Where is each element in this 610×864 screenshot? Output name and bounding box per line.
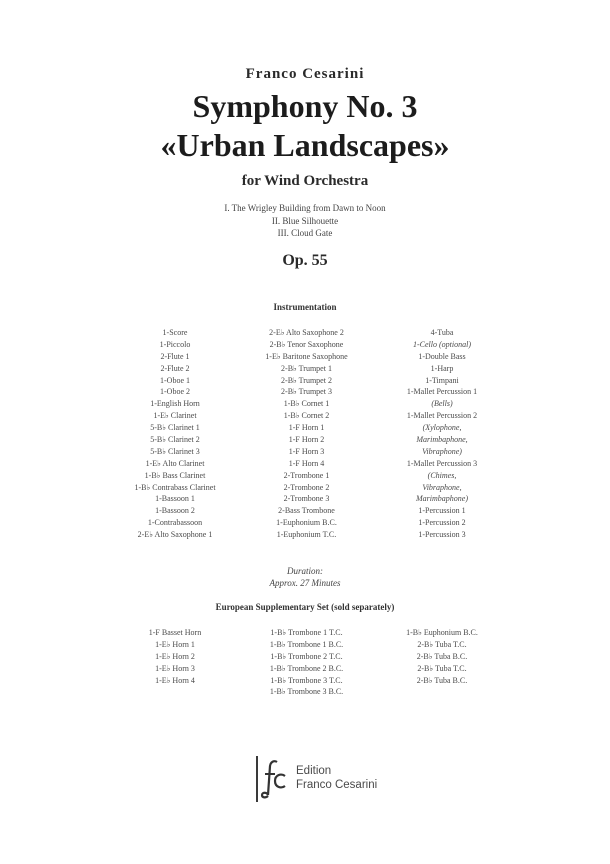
instrument-entry: 2-B♭ Trumpet 2 [281, 375, 332, 385]
instrument-entry: 2-E♭ Alto Saxophone 1 [137, 530, 213, 540]
instrument-entry: 2-B♭ Tuba B.C. [416, 675, 468, 685]
european-set-heading: European Supplementary Set (sold separately) [215, 602, 395, 612]
instrument-entry: 1-B♭ Cornet 1 [283, 399, 330, 409]
instrument-entry: Marimbaphone) [416, 494, 468, 504]
duration-label: Duration: [287, 566, 323, 576]
logo-line-2: Franco Cesarini [296, 779, 378, 791]
instrument-entry: 1-E♭ Horn 1 [155, 639, 195, 649]
instrument-entry: 1-B♭ Bass Clarinet [144, 470, 206, 480]
instrument-entry: 1-F Basset Horn [148, 628, 202, 637]
instrument-entry: 1-Timpani [425, 375, 459, 385]
instrument-entry: 2-E♭ Alto Saxophone 2 [269, 328, 344, 337]
instrument-entry: 2-Bass Trombone [278, 506, 335, 516]
instrument-entry: 1-E♭ Baritone Saxophone [265, 351, 348, 361]
instrument-entry: 1-Piccolo [159, 339, 191, 349]
instrument-entry: 1-Bassoon 2 [155, 506, 195, 516]
instrumentation-column-3 [382, 327, 502, 541]
logo-text [296, 764, 377, 792]
instrument-entry: 2-B♭ Trumpet 1 [281, 363, 332, 373]
european-set-column-1 [115, 627, 235, 686]
instrument-entry: 2-Flute 2 [160, 363, 190, 373]
instrument-entry: 1-Percussion 1 [418, 506, 466, 516]
european-set-column-3 [382, 627, 502, 686]
instrument-entry: 2-B♭ Tuba T.C. [417, 639, 467, 649]
instrument-entry: 1-E♭ Horn 4 [155, 675, 195, 685]
instrument-entry: 1-Oboe 1 [160, 375, 190, 385]
movement-1: I. The Wrigley Building from Dawn to Noon [224, 203, 386, 213]
logo-line-1: Edition [296, 765, 332, 777]
instrument-entry: 2-B♭ Tuba T.C. [417, 663, 467, 673]
instrument-entry: 1-Percussion 2 [418, 518, 466, 528]
instrument-entry: Vibraphone) [422, 446, 462, 456]
instrumentation-column-1 [115, 327, 235, 541]
instrument-entry: 1-B♭ Contrabass Clarinet [134, 482, 216, 492]
instrument-entry: 1-E♭ Clarinet [153, 411, 197, 421]
movement-3: III. Cloud Gate [277, 228, 333, 238]
publisher-logo [256, 756, 378, 802]
instrument-entry: 1-B♭ Trombone 3 T.C. [270, 675, 343, 685]
fc-logo-icon [256, 756, 288, 802]
instrument-entry: 1-English Horn [150, 399, 200, 409]
instrument-entry: 2-Flute 1 [160, 351, 190, 361]
instrument-entry: 5-B♭ Clarinet 1 [150, 423, 200, 433]
subtitle: for Wind Orchestra [241, 173, 369, 189]
instrument-entry: (Bells) [431, 399, 453, 409]
instrument-entry: 5-B♭ Clarinet 3 [150, 446, 200, 456]
instrumentation-column-2 [244, 327, 369, 541]
instrument-entry: 1-Score [162, 328, 188, 337]
instrument-entry: 1-Mallet Percussion 2 [406, 411, 478, 421]
instrument-entry: 1-Mallet Percussion 3 [406, 458, 478, 468]
instrument-entry: 5-B♭ Clarinet 2 [150, 435, 200, 445]
instrument-entry: 2-Trombone 2 [283, 482, 330, 492]
instrument-entry: 1-Cello (optional) [413, 339, 471, 349]
instrument-entry: 1-F Horn 1 [288, 423, 325, 433]
instrument-entry: 1-E♭ Alto Clarinet [145, 458, 205, 468]
instrument-entry: 1-B♭ Trombone 2 T.C. [270, 651, 343, 661]
instrument-entry: 1-Double Bass [418, 351, 466, 361]
instrument-entry: 1-Euphonium T.C. [276, 530, 337, 540]
instrument-entry: 1-E♭ Horn 3 [155, 663, 195, 673]
instrument-entry: 1-F Horn 3 [288, 446, 325, 456]
duration-block [0, 565, 610, 589]
instrument-entry: 1-B♭ Trombone 1 T.C. [270, 628, 343, 637]
instrument-entry: (Chimes, [427, 470, 457, 480]
instrument-entry: 4-Tuba [430, 328, 454, 337]
instrument-entry: 1-F Horn 2 [288, 435, 325, 445]
instrument-entry: 1-B♭ Trombone 1 B.C. [269, 639, 344, 649]
instrument-entry: 1-Contrabassoon [147, 518, 203, 528]
european-set-column-2 [244, 627, 369, 698]
instrument-entry: 1-B♭ Euphonium B.C. [406, 628, 478, 637]
composer-name: Franco Cesarini [245, 66, 365, 82]
instrument-entry: 1-B♭ Trombone 2 B.C. [269, 663, 344, 673]
instrument-entry: Vibraphone, [422, 482, 462, 492]
duration-value: Approx. 27 Minutes [269, 578, 341, 588]
instrument-entry: 2-Trombone 3 [283, 494, 330, 504]
instrument-entry: 2-B♭ Trumpet 3 [281, 387, 332, 397]
instrument-entry: 1-Mallet Percussion 1 [406, 387, 478, 397]
movement-2: II. Blue Silhouette [271, 215, 339, 226]
instrument-entry: 1-Percussion 3 [418, 530, 466, 540]
instrument-entry: 1-F Horn 4 [288, 458, 325, 468]
instrument-entry: 1-B♭ Cornet 2 [283, 411, 330, 421]
instrument-entry: 1-B♭ Trombone 3 B.C. [269, 687, 344, 697]
instrument-entry: 2-Trombone 1 [283, 470, 330, 480]
title-line-1: Symphony No. 3 [192, 88, 418, 124]
instrumentation-heading: Instrumentation [273, 302, 337, 312]
instrument-entry: 1-Bassoon 1 [155, 494, 195, 504]
instrument-entry: 2-B♭ Tuba B.C. [416, 651, 468, 661]
instrument-entry: (Xylophone, [422, 423, 462, 433]
title-line-2: «Urban Landscapes» [160, 127, 450, 163]
opus-number: Op. 55 [282, 252, 328, 269]
instrument-entry: 1-Euphonium B.C. [276, 518, 337, 528]
instrument-entry: 1-Harp [430, 363, 454, 373]
movements-list [0, 202, 610, 240]
instrument-entry: Marimbaphone, [416, 435, 468, 445]
instrument-entry: 1-Oboe 2 [160, 387, 190, 397]
instrument-entry: 1-E♭ Horn 2 [155, 651, 195, 661]
instrument-entry: 2-B♭ Tenor Saxophone [269, 339, 344, 349]
